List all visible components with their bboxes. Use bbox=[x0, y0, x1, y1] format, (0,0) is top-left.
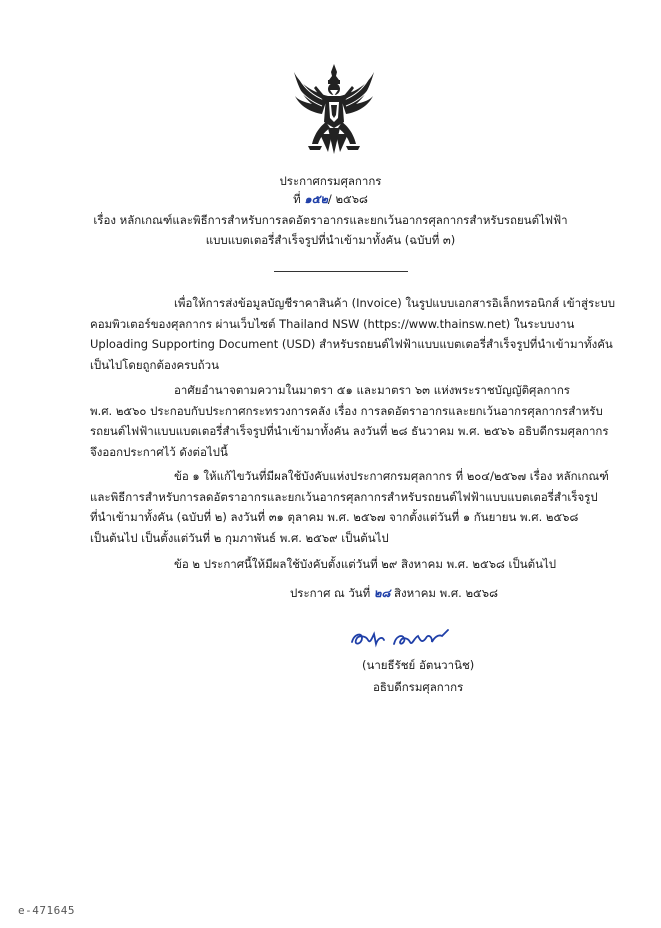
agency-name: ประกาศกรมศุลกากร bbox=[279, 174, 382, 188]
garuda-emblem bbox=[292, 62, 376, 160]
paragraph-line: และพิธีการสำหรับการลดอัตราอากรและยกเว้นอากรศุลกากรสำหรับรถยนต์ไฟฟ้าแบบแบตเตอรี่สำเร็จรูป bbox=[90, 489, 598, 504]
document-id-stamp: e-471645 bbox=[18, 904, 75, 917]
paragraph-line: Uploading Supporting Document (USD) สำหรับรถยนต์ไฟฟ้าแบบแบตเตอรี่สำเร็จรูปที่นำเข้ามาทั้งคัน bbox=[90, 337, 613, 351]
paragraph-3 bbox=[90, 466, 609, 548]
paragraph-2 bbox=[90, 380, 609, 462]
paragraph-line: ที่นำเข้ามาทั้งคัน (ฉบับที่ ๒) ลงวันที่ ๓๑ ตุลาคม พ.ศ. ๒๕๖๗ จากตั้งแต่วันที่ ๑ กันยายน พ.ศ. ๒๕๖๘ bbox=[90, 510, 579, 524]
issued-prefix: ประกาศ ณ วันที่ bbox=[290, 586, 371, 600]
paragraph-line: คอมพิวเตอร์ของศุลกากร ผ่านเว็บไซต์ Thailand NSW (https://www.thainsw.net) ในระบบงาน bbox=[90, 316, 575, 331]
handwritten-signature bbox=[348, 626, 458, 652]
signatory-name: (นายธีรัชย์ อัตนวานิช) bbox=[362, 658, 475, 672]
paragraph-line: เป็นต้นไป เป็นตั้งแต่วันที่ ๒ กุมภาพันธ์ พ.ศ. ๒๕๖๙ เป็นต้นไป bbox=[90, 530, 389, 545]
handwritten-day: ๒๘ bbox=[373, 586, 391, 600]
handwritten-number: ๑๕๒ bbox=[304, 192, 328, 206]
subject-line-1: เรื่อง หลักเกณฑ์และพิธีการสำหรับการลดอัตราอากรและยกเว้นอากรศุลกากรสำหรับรถยนต์ไฟฟ้า bbox=[93, 213, 568, 227]
paragraph-line: เพื่อให้การส่งข้อมูลบัญชีราคาสินค้า (Invoice) ในรูปแบบเอกสารอิเล็กทรอนิกส์ เข้าสู่ระบบ bbox=[174, 296, 616, 310]
announcement-number bbox=[0, 190, 661, 208]
paragraph-line: ข้อ ๒ ประกาศนี้ให้มีผลใช้บังคับตั้งแต่วันที่ ๒๙ สิงหาคม พ.ศ. ๒๕๖๘ เป็นต้นไป bbox=[174, 557, 557, 571]
paragraph-4 bbox=[90, 554, 590, 575]
issued-date bbox=[290, 584, 498, 602]
subject-line-2: แบบแบตเตอรี่สำเร็จรูปที่นำเข้ามาทั้งคัน (ฉบับที่ ๓) bbox=[205, 233, 456, 247]
paragraph-line: ข้อ ๑ ให้แก้ไขวันที่มีผลใช้บังคับแห่งประกาศกรมศุลกากร ที่ ๒๐๔/๒๕๖๗ เรื่อง หลักเกณฑ์ bbox=[174, 469, 609, 483]
paragraph-1 bbox=[90, 293, 616, 375]
paragraph-line: เป็นไปโดยถูกต้องครบถ้วน bbox=[90, 357, 219, 372]
paragraph-line: พ.ศ. ๒๕๖๐ ประกอบกับประกาศกระทรวงการคลัง เรื่อง การลดอัตราอากรและยกเว้นอากรศุลกากรสำหรับ bbox=[90, 403, 603, 418]
paragraph-line: อาศัยอำนาจตามความในมาตรา ๕๑ และมาตรา ๖๓ แห่งพระราชบัญญัติศุลกากร bbox=[174, 383, 570, 397]
header-divider bbox=[274, 271, 408, 272]
signatory-title: อธิบดีกรมศุลกากร bbox=[373, 680, 464, 694]
number-suffix: / ๒๕๖๘ bbox=[327, 192, 368, 206]
issued-suffix: สิงหาคม พ.ศ. ๒๕๖๘ bbox=[394, 586, 498, 600]
paragraph-line: จึงออกประกาศไว้ ดังต่อไปนี้ bbox=[90, 444, 228, 459]
paragraph-line: รถยนต์ไฟฟ้าแบบแบตเตอรี่สำเร็จรูปที่นำเข้ามาทั้งคัน ลงวันที่ ๒๘ ธันวาคม พ.ศ. ๒๕๖๖ อธิบดีกรมศุลกากร bbox=[90, 424, 609, 438]
number-prefix: ที่ bbox=[293, 192, 301, 206]
